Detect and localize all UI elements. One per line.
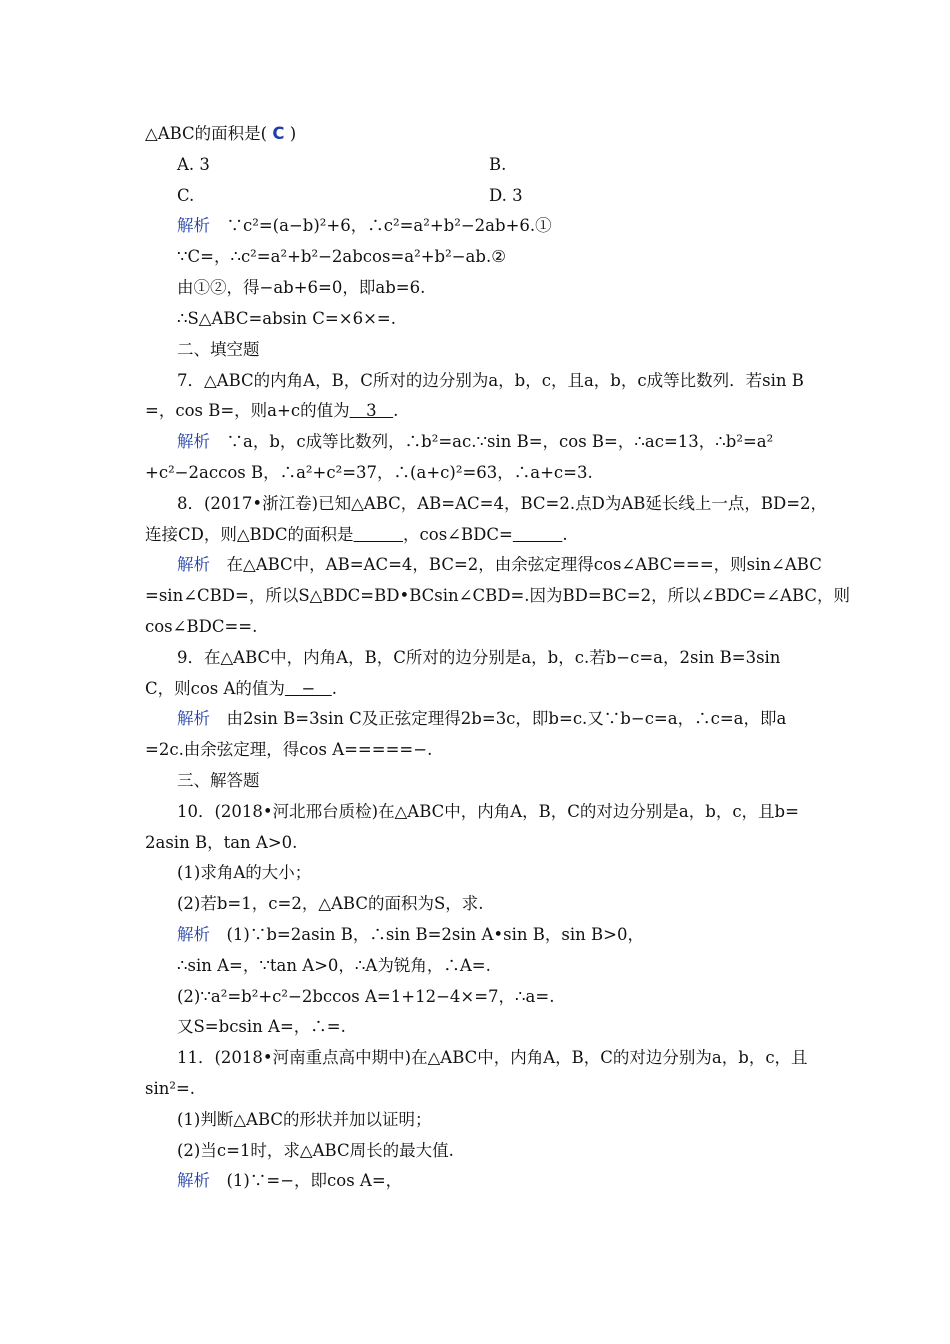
text-line <box>177 216 552 236</box>
text-line <box>177 956 491 976</box>
option-text: B. <box>489 155 507 174</box>
text-span: 二、填空题 <box>177 340 260 359</box>
text-line <box>177 648 780 668</box>
text-span: 11．(2018•河南重点高中期中)在△ABC中，内角A，B，C的对边分别为a，b，c，且 <box>177 1048 808 1067</box>
option-text: D. 3 <box>489 186 523 205</box>
text-line <box>177 771 260 791</box>
text-span: ∵c²=(a−b)²+6，∴c²=a²+b²−2ab+6.① <box>210 216 552 235</box>
text-span: (2)当c=1时，求△ABC周长的最大值. <box>177 1141 454 1160</box>
text-line <box>145 124 296 144</box>
option-text: C. <box>177 186 195 205</box>
text-span: 连接CD，则△BDC的面积是 <box>145 525 354 544</box>
text-line <box>177 1048 808 1068</box>
text-span: =sin∠CBD=，所以S△BDC=BD•BCsin∠CBD=.因为BD=BC=2，所以∠BDC=∠ABC，则 <box>145 586 850 605</box>
text-line <box>145 463 593 483</box>
text-span: ，cos∠BDC= <box>403 525 513 544</box>
text-span: . <box>562 525 568 544</box>
text-line <box>177 494 827 514</box>
text-span: (1)∵b=2asin B，∴sin B=2sin A•sin B，sin B>0， <box>210 925 644 944</box>
text-line <box>177 894 484 914</box>
text-span: ) <box>284 124 297 143</box>
text-span: 在△ABC中，AB=AC=4，BC=2，由余弦定理得cos∠ABC===，则sin∠ABC <box>210 555 822 574</box>
text-span: C，则cos A的值为 <box>145 679 285 698</box>
text-line <box>177 1017 346 1037</box>
text-span: 9．在△ABC中，内角A，B，C所对的边分别是a，b，c.若b−c=a，2sin B=3sin <box>177 648 781 667</box>
option-text: A. 3 <box>177 155 210 174</box>
analysis-label: 解析 <box>177 709 210 728</box>
text-line <box>177 309 396 329</box>
analysis-label: 解析 <box>177 1171 210 1190</box>
analysis-label: 解析 <box>177 216 210 235</box>
answer-blank <box>354 525 404 544</box>
text-span: 由2sin B=3sin C及正弦定理得2b=3c，即b=c.又∵b−c=a，∴c=a，即a <box>210 709 787 728</box>
text-line <box>177 1171 402 1191</box>
text-span: (1)判断△ABC的形状并加以证明； <box>177 1110 432 1129</box>
text-line <box>177 555 822 575</box>
text-span: cos∠BDC==. <box>145 617 258 636</box>
text-line <box>177 278 425 298</box>
text-span: sin²=. <box>145 1079 196 1098</box>
answer-blank: − <box>284 679 332 698</box>
text-line <box>177 925 644 945</box>
text-line <box>177 709 786 729</box>
answer-blank <box>513 525 563 544</box>
text-line <box>177 802 799 822</box>
text-span: (2)∵a²=b²+c²−2bccos A=1+12−4×=7，∴a=. <box>177 987 555 1006</box>
text-line <box>177 247 506 267</box>
answer-blank: 3 <box>349 401 394 420</box>
text-span: 10．(2018•河北邢台质检)在△ABC中，内角A，B，C的对边分别是a，b，c，且b= <box>177 802 799 821</box>
text-span: ∴sin A=，∵tan A>0，∴A为锐角，∴A=. <box>177 956 491 975</box>
text-line <box>145 740 432 760</box>
text-line <box>177 432 773 452</box>
text-line <box>145 1079 195 1099</box>
text-line <box>145 401 398 421</box>
text-span: ∴S△ABC=absin C=×6×=. <box>177 309 396 328</box>
text-line <box>177 1110 432 1130</box>
text-line <box>145 679 337 699</box>
text-span: +c²−2accos B，∴a²+c²=37，∴(a+c)²=63，∴a+c=3. <box>145 463 593 482</box>
text-line <box>177 1141 454 1161</box>
text-span: =2c.由余弦定理，得cos A=====−. <box>145 740 433 759</box>
text-line <box>145 586 850 606</box>
text-line <box>177 863 311 883</box>
answer-mark: C <box>272 124 285 143</box>
text-span: (2)若b=1，c=2，△ABC的面积为S，求. <box>177 894 484 913</box>
text-span: 7．△ABC的内角A，B，C所对的边分别为a，b，c，且a，b，c成等比数列．若sin B <box>177 371 804 390</box>
text-span: 8．(2017•浙江卷)已知△ABC，AB=AC=4，BC=2.点D为AB延长线上一点，BD=2， <box>177 494 828 513</box>
text-span: 又S=bcsin A=，∴=. <box>177 1017 346 1036</box>
text-span: . <box>331 679 338 698</box>
analysis-label: 解析 <box>177 555 210 574</box>
text-span: . <box>393 401 399 420</box>
text-span: ∵C=，∴c²=a²+b²−2abcos=a²+b²−ab.② <box>177 247 506 266</box>
text-line <box>177 987 554 1007</box>
text-line <box>177 371 804 391</box>
text-span: 三、解答题 <box>177 771 260 790</box>
text-span: =，cos B=，则a+c的值为 <box>145 401 350 420</box>
text-span: △ABC的面积是( <box>145 124 273 143</box>
text-span: 由①②，得−ab+6=0，即ab=6. <box>177 278 426 297</box>
text-line <box>145 617 257 637</box>
text-line <box>145 833 297 853</box>
analysis-label: 解析 <box>177 925 210 944</box>
text-span: 2asin B，tan A>0. <box>145 833 298 852</box>
text-line <box>177 340 260 360</box>
text-span: ∵a，b，c成等比数列，∴b²=ac.∵sin B=，cos B=，∴ac=13，∴b²=a² <box>210 432 774 451</box>
analysis-label: 解析 <box>177 432 210 451</box>
text-span: (1)求角A的大小； <box>177 863 312 882</box>
text-span: (1)∵=−，即cos A=， <box>210 1171 403 1190</box>
text-line <box>145 525 568 545</box>
